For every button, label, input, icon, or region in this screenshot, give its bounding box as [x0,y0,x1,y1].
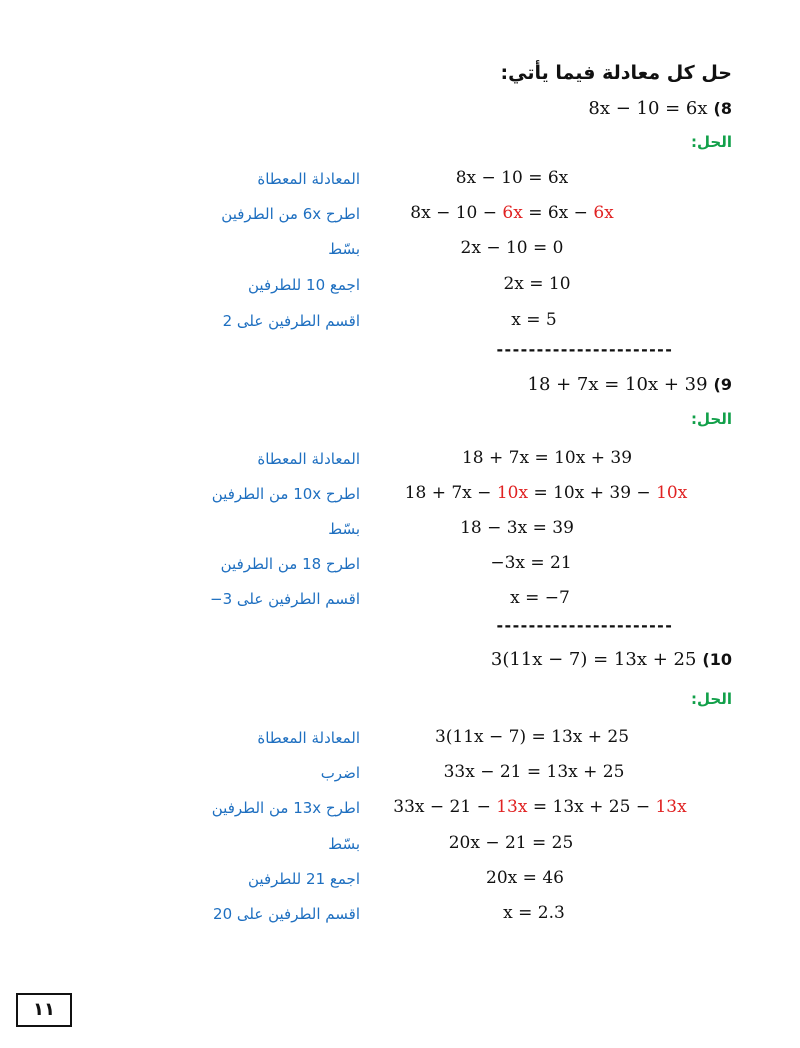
step-note: اطرح 18 من الطرفين [220,555,360,573]
step-equation: x = 2.3 [503,903,565,923]
step-equation: 2x = 10 [503,274,571,294]
problem-equation: 18 + 7x = 10x + 39 [527,374,708,395]
step-equation: 20x − 21 = 25 [448,833,574,853]
step-equation: 2x − 10 = 0 [460,238,564,258]
step-equation: x = 5 [511,310,557,330]
solution-label: الحل: [691,410,732,428]
step-equation: 20x = 46 [486,868,564,888]
problem-8-statement [588,98,732,119]
page-number-box [16,993,72,1027]
step-note: بسّط [328,240,360,258]
problem-number: (8 [713,99,732,118]
step-note: اطرح 10x من الطرفين [211,485,360,503]
step-note: اجمع 21 للطرفين [248,870,360,888]
problem-equation: 8x − 10 = 6x [588,98,708,119]
step-equation: 33x − 21 = 13x + 25 [443,762,625,782]
page-heading: حل كل معادلة فيما يأتي: [500,62,732,84]
step-note: اقسم الطرفين على 3− [210,590,360,608]
step-note: بسّط [328,520,360,538]
step-note: المعادلة المعطاة [257,729,360,747]
step-note: اضرب [320,764,360,782]
step-equation: x = −7 [510,588,570,608]
step-note: اقسم الطرفين على 20 [213,905,360,923]
step-equation: −3x = 21 [490,553,572,573]
step-equation: 8x − 10 − 6x = 6x − 6x [410,203,614,223]
step-note: المعادلة المعطاة [257,450,360,468]
step-note: اجمع 10 للطرفين [248,276,360,294]
step-note: المعادلة المعطاة [257,170,360,188]
step-equation: 18 + 7x = 10x + 39 [461,448,633,468]
separator-line: ---------------------- [495,616,672,635]
page-number: ١١ [33,999,55,1020]
problem-equation: 3(11x − 7) = 13x + 25 [490,649,697,670]
separator-line: ---------------------- [495,340,672,359]
step-note: بسّط [328,835,360,853]
problem-number: (9 [713,375,732,394]
step-note: اطرح 6x من الطرفين [221,205,360,223]
step-note: اطرح 13x من الطرفين [211,799,360,817]
step-equation: 18 + 7x − 10x = 10x + 39 − 10x [404,483,688,503]
problem-number: (10 [702,650,732,669]
step-note: اقسم الطرفين على 2 [222,312,360,330]
step-equation: 8x − 10 = 6x [455,168,569,188]
problem-10-statement [491,649,732,670]
step-equation: 3(11x − 7) = 13x + 25 [434,727,630,747]
solution-label: الحل: [691,690,732,708]
solution-label: الحل: [691,133,732,151]
step-equation: 18 − 3x = 39 [460,518,574,538]
problem-9-statement [528,374,733,395]
step-equation: 33x − 21 − 13x = 13x + 25 − 13x [393,797,687,817]
